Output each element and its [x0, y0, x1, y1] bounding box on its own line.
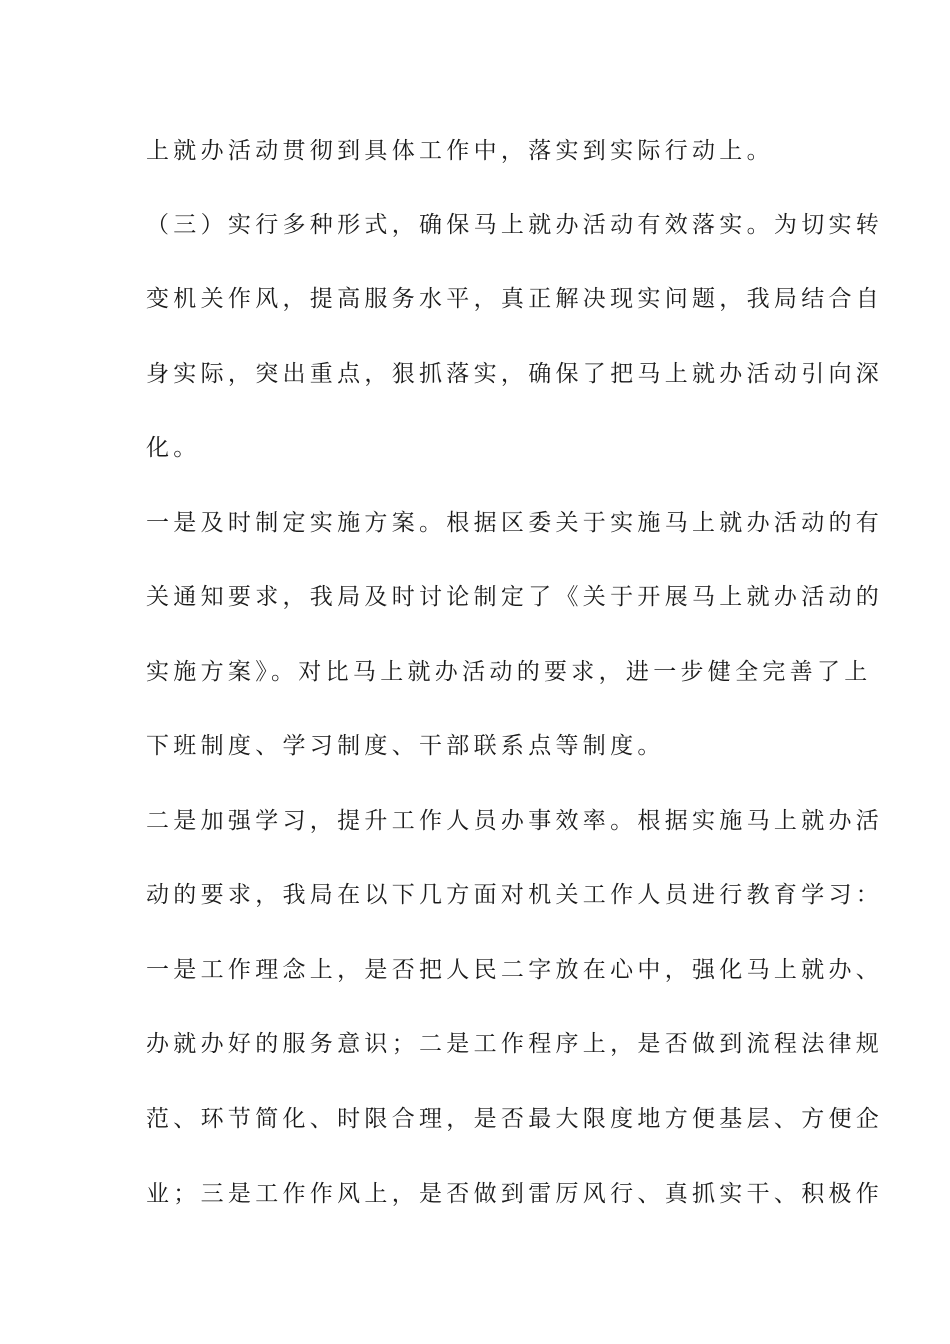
text-line: 一是工作理念上，是否把人民二字放在心中，强化马上就办、: [146, 957, 884, 983]
text-line: 上就办活动贯彻到具体工作中，落实到实际行动上。: [146, 138, 774, 164]
text-line: 身实际，突出重点，狠抓落实，确保了把马上就办活动引向深: [146, 361, 884, 387]
text-line: 下班制度、学习制度、干部联系点等制度。: [146, 733, 665, 759]
text-line: 一是及时制定实施方案。根据区委关于实施马上就办活动的有: [146, 510, 884, 536]
text-line: 变机关作风，提高服务水平，真正解决现实问题，我局结合自: [146, 286, 884, 312]
text-line: 二是加强学习，提升工作人员办事效率。根据实施马上就办活: [146, 808, 884, 834]
text-line: 动的要求，我局在以下几方面对机关工作人员进行教育学习：: [146, 882, 884, 908]
text-line: （三）实行多种形式，确保马上就办活动有效落实。为切实转: [146, 212, 884, 238]
text-line: 范、环节简化、时限合理，是否最大限度地方便基层、方便企: [146, 1106, 884, 1132]
text-line: 业；三是工作作风上，是否做到雷厉风行、真抓实干、积极作: [146, 1181, 884, 1207]
text-line: 实施方案》。对比马上就办活动的要求，进一步健全完善了上: [146, 659, 872, 685]
text-line: 化。: [146, 435, 201, 461]
text-line: 办就办好的服务意识；二是工作程序上，是否做到流程法律规: [146, 1031, 884, 1057]
text-line: 关通知要求，我局及时讨论制定了《关于开展马上就办活动的: [146, 584, 884, 610]
